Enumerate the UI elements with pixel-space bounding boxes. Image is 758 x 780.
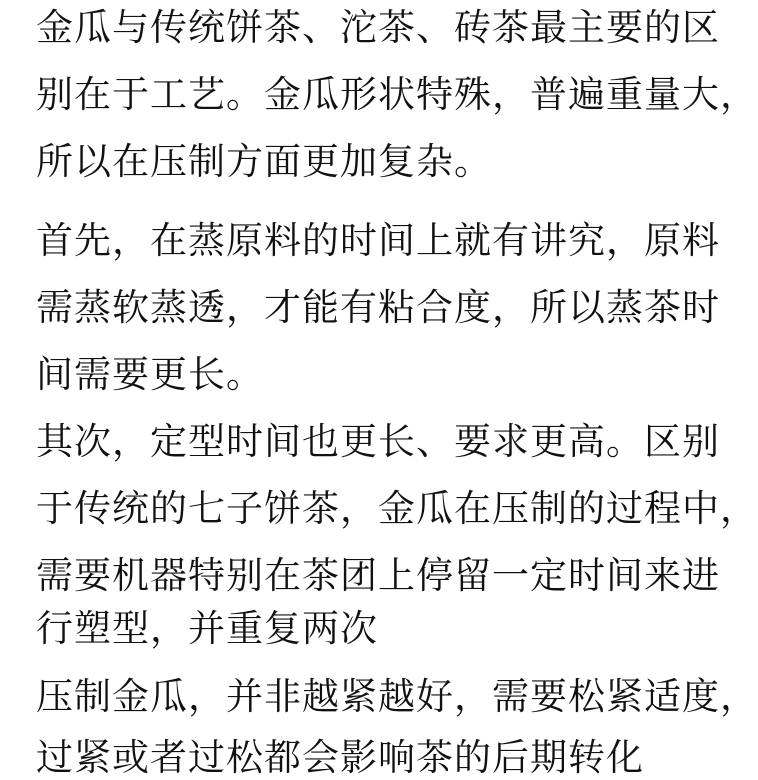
- text-line: 其次，定型时间也更长、要求更高。区别: [36, 420, 720, 463]
- text-line: 首先，在蒸原料的时间上就有讲究，原料: [36, 219, 720, 262]
- text-line: 行塑型，并重复两次: [36, 607, 378, 650]
- text-line: 于传统的七子饼茶，金瓜在压制的过程中，: [36, 487, 758, 530]
- text-line: 需要机器特别在茶团上停留一定时间来进: [36, 554, 720, 597]
- text-line: 间需要更长。: [36, 353, 264, 396]
- text-line: 金瓜与传统饼茶、沱茶、砖茶最主要的区: [36, 6, 720, 49]
- text-line: 需蒸软蒸透，才能有粘合度，所以蒸茶时: [36, 286, 720, 329]
- text-line: 别在于工艺。金瓜形状特殊，普遍重量大，: [36, 73, 758, 116]
- text-line: 过紧或者过松都会影响茶的后期转化: [36, 736, 644, 779]
- text-line: 所以在压制方面更加复杂。: [36, 140, 492, 183]
- text-line: 压制金瓜，并非越紧越好，需要松紧适度，: [36, 675, 758, 718]
